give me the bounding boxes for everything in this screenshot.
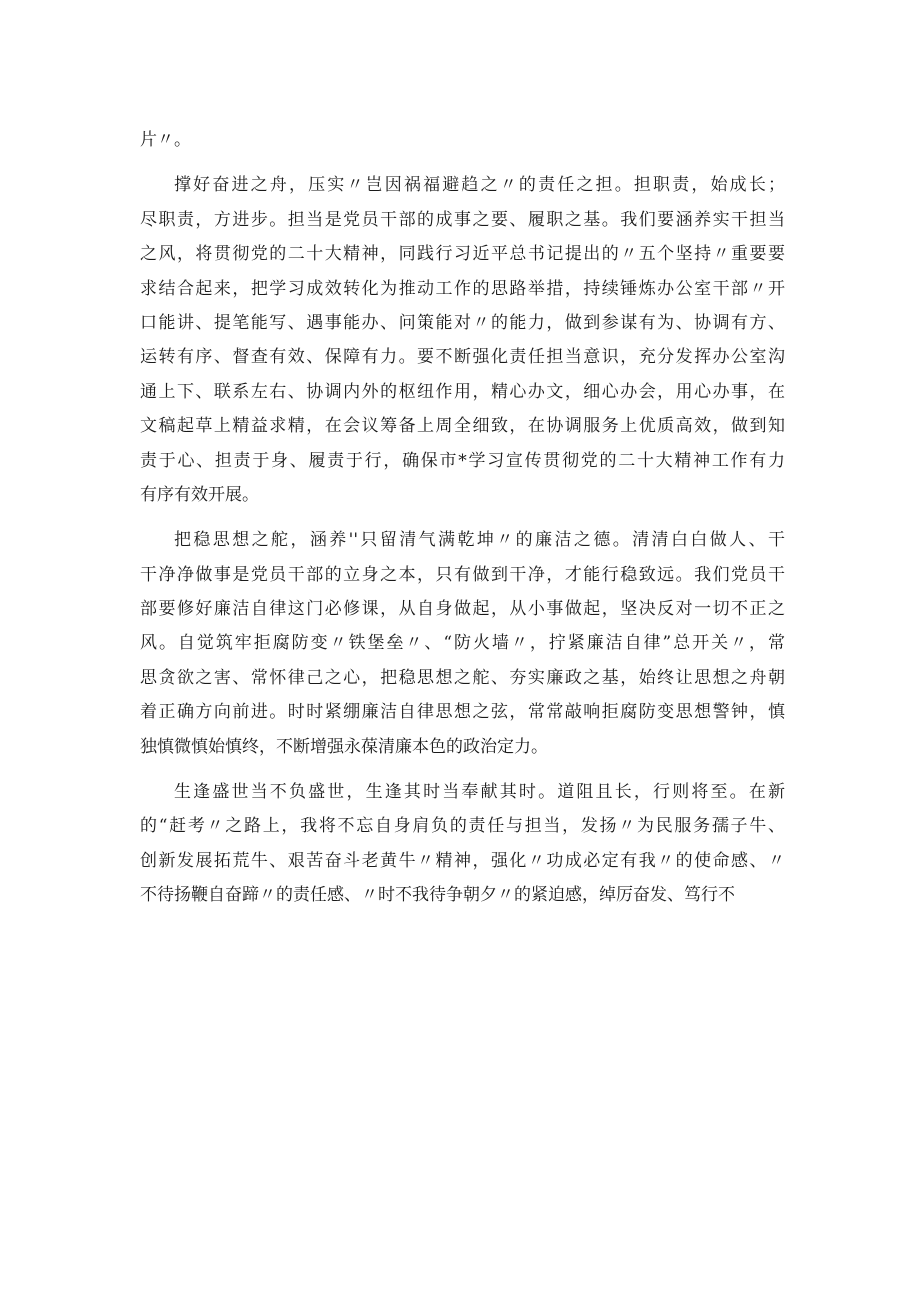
paragraph-gap: [140, 157, 785, 168]
text-line: 之风，将贯彻党的二十大精神，同践行习近平总书记提出的〃五个坚持〃重要要: [140, 244, 785, 265]
text-line: 口能讲、提笔能写、遇事能办、问策能对〃的能力，做到参谋有为、协调有方、: [140, 312, 785, 333]
text-line: 文稿起草上精益求精，在会议筹备上周全细致，在协调服务上优质高效，做到知: [140, 416, 785, 437]
document-body: [140, 123, 785, 913]
text-line: 责于心、担责于身、履责于行，确保市*学习宣传贯彻党的二十大精神工作有力: [140, 450, 785, 471]
text-line: 把稳思想之舵，涵养''只留清气满乾坤〃的廉洁之德。清清白白做人、干: [174, 530, 785, 551]
text-line: 撑好奋进之舟，压实〃岂因祸福避趋之〃的责任之担。担职责，始成长；: [174, 175, 785, 196]
text-line: 求结合起来，把学习成效转化为推动工作的思路举措，持续锤炼办公室干部〃开: [140, 278, 785, 299]
text-line: 风。自觉筑牢拒腐防变〃铁堡垒〃、“防火墙〃，拧紧廉洁自律”总开关〃，常: [140, 633, 785, 654]
text-line: 思贪欲之害、常怀律己之心，把稳思想之舵、夯实廉政之基，始终让思想之舟朝: [140, 667, 785, 688]
paragraph: [140, 523, 785, 764]
text-line: 着正确方向前进。时时紧绷廉洁自律思想之弦，常常敲响拒腐防变思想警钟，慎: [140, 702, 785, 723]
text-line: 片〃。: [140, 130, 191, 150]
text-line: 部要修好廉洁自律这门必修课，从自身做起，从小事做起，坚决反对一切不正之: [140, 599, 785, 620]
paragraph: [140, 123, 785, 157]
text-line: 生逢盛世当不负盛世，生逢其时当奉献其时。道阻且长，行则将至。在新: [174, 782, 785, 803]
text-line: 尽职责，方进步。担当是党员干部的成事之要、履职之基。我们要涵养实干担当: [140, 209, 785, 230]
text-line: 独慎微慎始慎终，不断增强永葆清廉本色的政治定力。: [140, 736, 548, 757]
paragraph-gap: [140, 512, 785, 523]
text-line: 干净净做事是党员干部的立身之本，只有做到干净，才能行稳致远。我们党员干: [140, 564, 785, 585]
text-line: 的“赶考〃之路上，我将不忘自身肩负的责任与担当，发扬〃为民服务孺子牛、: [140, 816, 785, 837]
text-line: 创新发展拓荒牛、艰苦奋斗老黄牛〃精神，强化〃功成必定有我〃的使命感、〃: [140, 850, 785, 871]
text-line: 通上下、联系左右、协调内外的枢纽作用，精心办文，细心办会，用心办事，在: [140, 381, 785, 402]
text-line: 有序有效开展。: [140, 484, 259, 505]
text-line: 不待扬鞭自奋蹄〃的责任感、〃时不我待争朝夕〃的紧迫感，绰厉奋发、笃行不: [140, 885, 735, 906]
text-line: 运转有序、督查有效、保障有力。要不断强化责任担当意识，充分发挥办公室沟: [140, 347, 785, 368]
paragraph: [140, 775, 785, 913]
paragraph-gap: [140, 764, 785, 775]
paragraph: [140, 168, 785, 512]
